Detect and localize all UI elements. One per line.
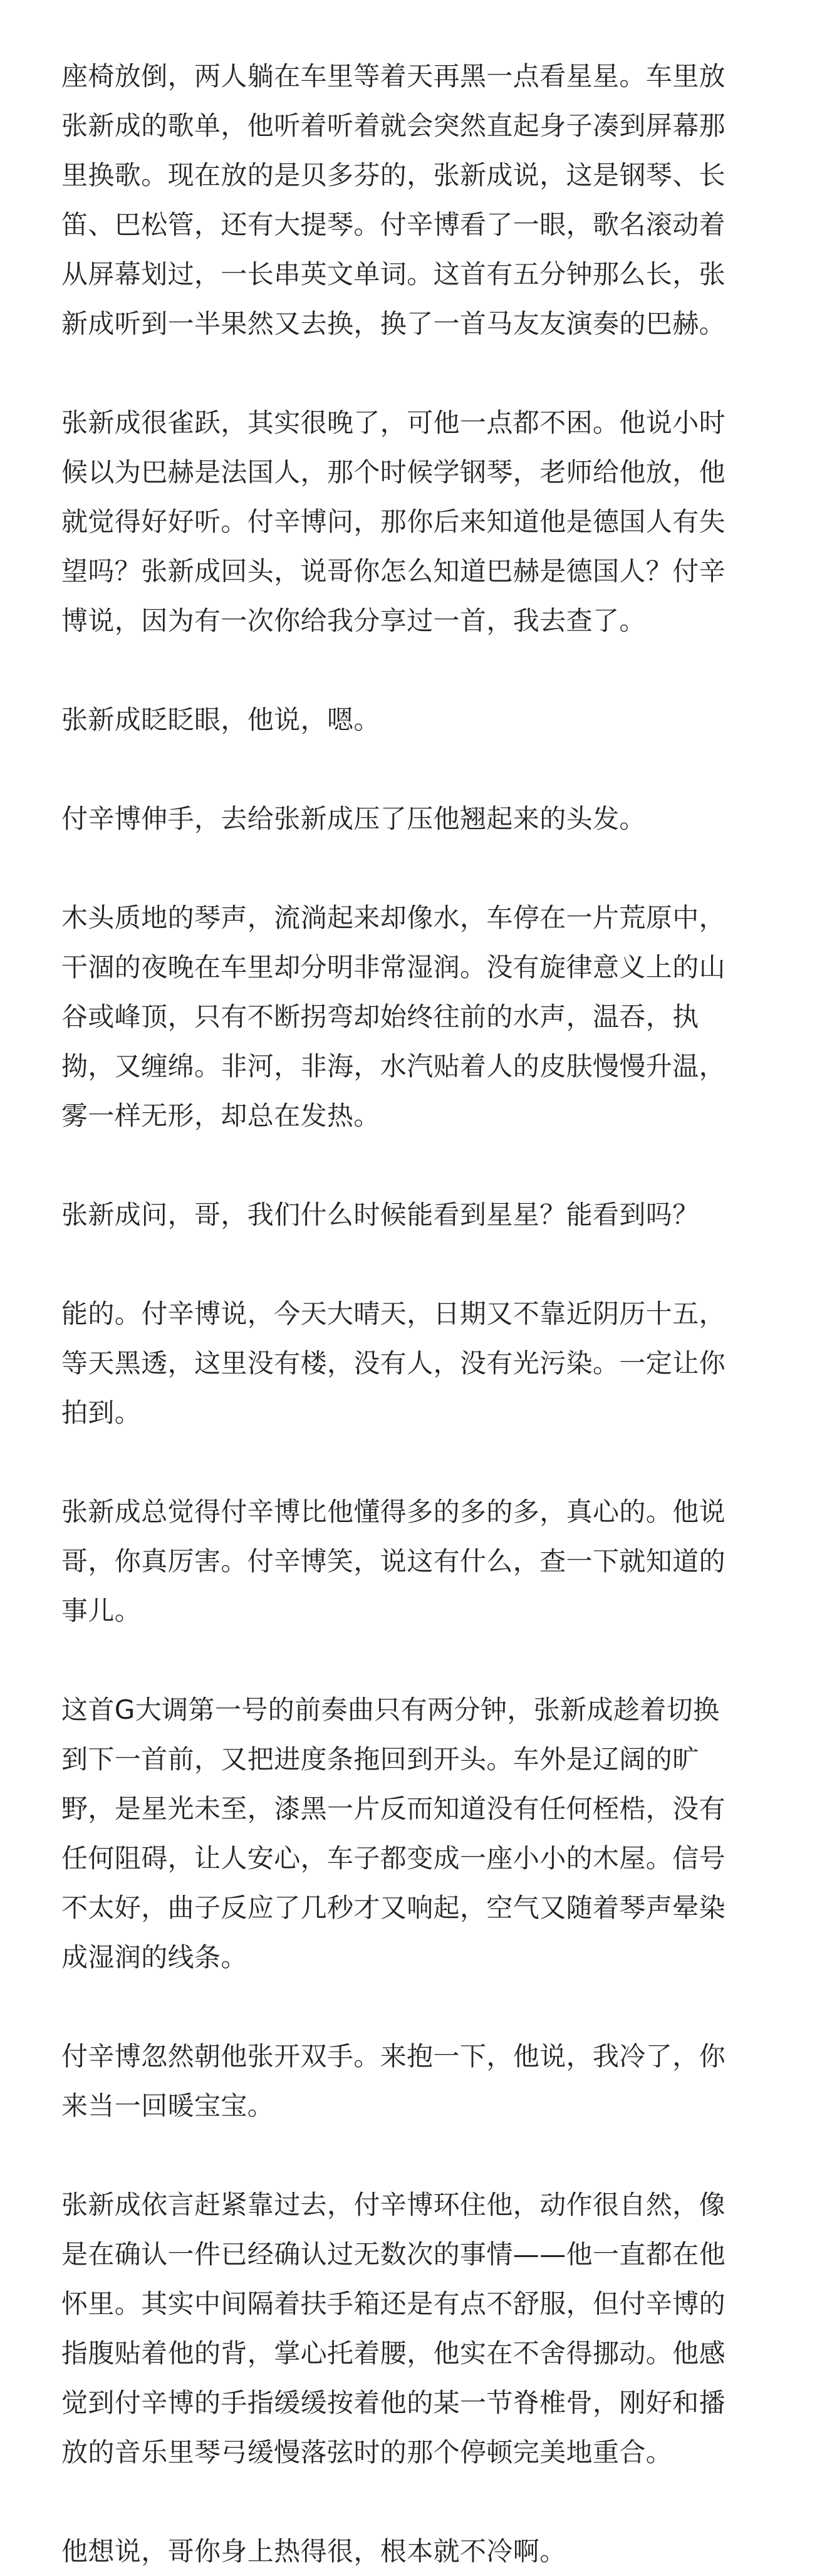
- paragraph: 能的。付辛博说，今天大晴天，日期又不靠近阴历十五， 等天黑透，这里没有楼，没有人，没有光污染。一定让你 拍到。: [61, 1298, 726, 1428]
- paragraph: 张新成问，哥，我们什么时候能看到星星？能看到吗？: [61, 1199, 699, 1230]
- article-body: [61, 51, 768, 2576]
- paragraph: 他想说，哥你身上热得很，根本就不冷啊。: [61, 2536, 566, 2567]
- paragraph: 座椅放倒，两人躺在车里等着天再黑一点看星星。车里放 张新成的歌单，他听着听着就会突然直起身子凑到屏幕那 里换歌。现在放的是贝多芬的，张新成说，这是钢琴、长 笛、巴松管，还有大提琴。付辛博看了一眼，歌名滚动着 从屏幕划过，一长串英文单词。这首有五分钟那么长，张 新成听到一半果然又去换，换了一首马友友演奏的巴赫。: [61, 61, 726, 339]
- paragraph: 付辛博伸手，去给张新成压了压他翘起来的头发。: [61, 803, 646, 834]
- paragraph: 张新成很雀跃，其实很晚了，可他一点都不困。他说小时 候以为巴赫是法国人，那个时候学钢琴，老师给他放，他 就觉得好好听。付辛博问，那你后来知道他是德国人有失 望吗？张新成回头，说哥你怎么知道巴赫是德国人？付辛 博说，因为有一次你给我分享过一首，我去查了。: [61, 407, 726, 636]
- paragraph: 张新成眨眨眼，他说，嗯。: [61, 704, 380, 735]
- paragraph: 付辛博忽然朝他张开双手。来抱一下，他说，我冷了，你 来当一回暖宝宝。: [61, 2041, 726, 2121]
- paragraph: 这首G大调第一号的前奏曲只有两分钟，张新成趁着切换 到下一首前，又把进度条拖回到开头。车外是辽阔的旷 野，是星光未至，漆黑一片反而知道没有任何桎梏，没有 任何阻碍，让人安心，车子都变成一座小小的木屋。信号 不太好，曲子反应了几秒才又响起，空气又随着琴声晕染 成湿润的线条。: [61, 1694, 726, 1973]
- paragraph: 木头质地的琴声，流淌起来却像水，车停在一片荒原中， 干涸的夜晚在车里却分明非常湿润。没有旋律意义上的山 谷或峰顶，只有不断拐弯却始终往前的水声，温吞，执 拗，又缠绵。非河，非海，水汽贴着人的皮肤慢慢升温， 雾一样无形，却总在发热。: [61, 902, 726, 1131]
- paragraph: 张新成总觉得付辛博比他懂得多的多的多，真心的。他说 哥，你真厉害。付辛博笑，说这有什么，查一下就知道的 事儿。: [61, 1496, 726, 1626]
- paragraph: 张新成依言赶紧靠过去，付辛博环住他，动作很自然，像 是在确认一件已经确认过无数次的事情——他一直都在他 怀里。其实中间隔着扶手箱还是有点不舒服，但付辛博的 指腹贴着他的背，掌心托着腰，他实在不舍得挪动。他感 觉到付辛博的手指缓缓按着他的某一节脊椎骨，刚好和播 放的音乐里琴弓缓慢落弦时的那个停顿完美地重合。: [61, 2189, 726, 2468]
